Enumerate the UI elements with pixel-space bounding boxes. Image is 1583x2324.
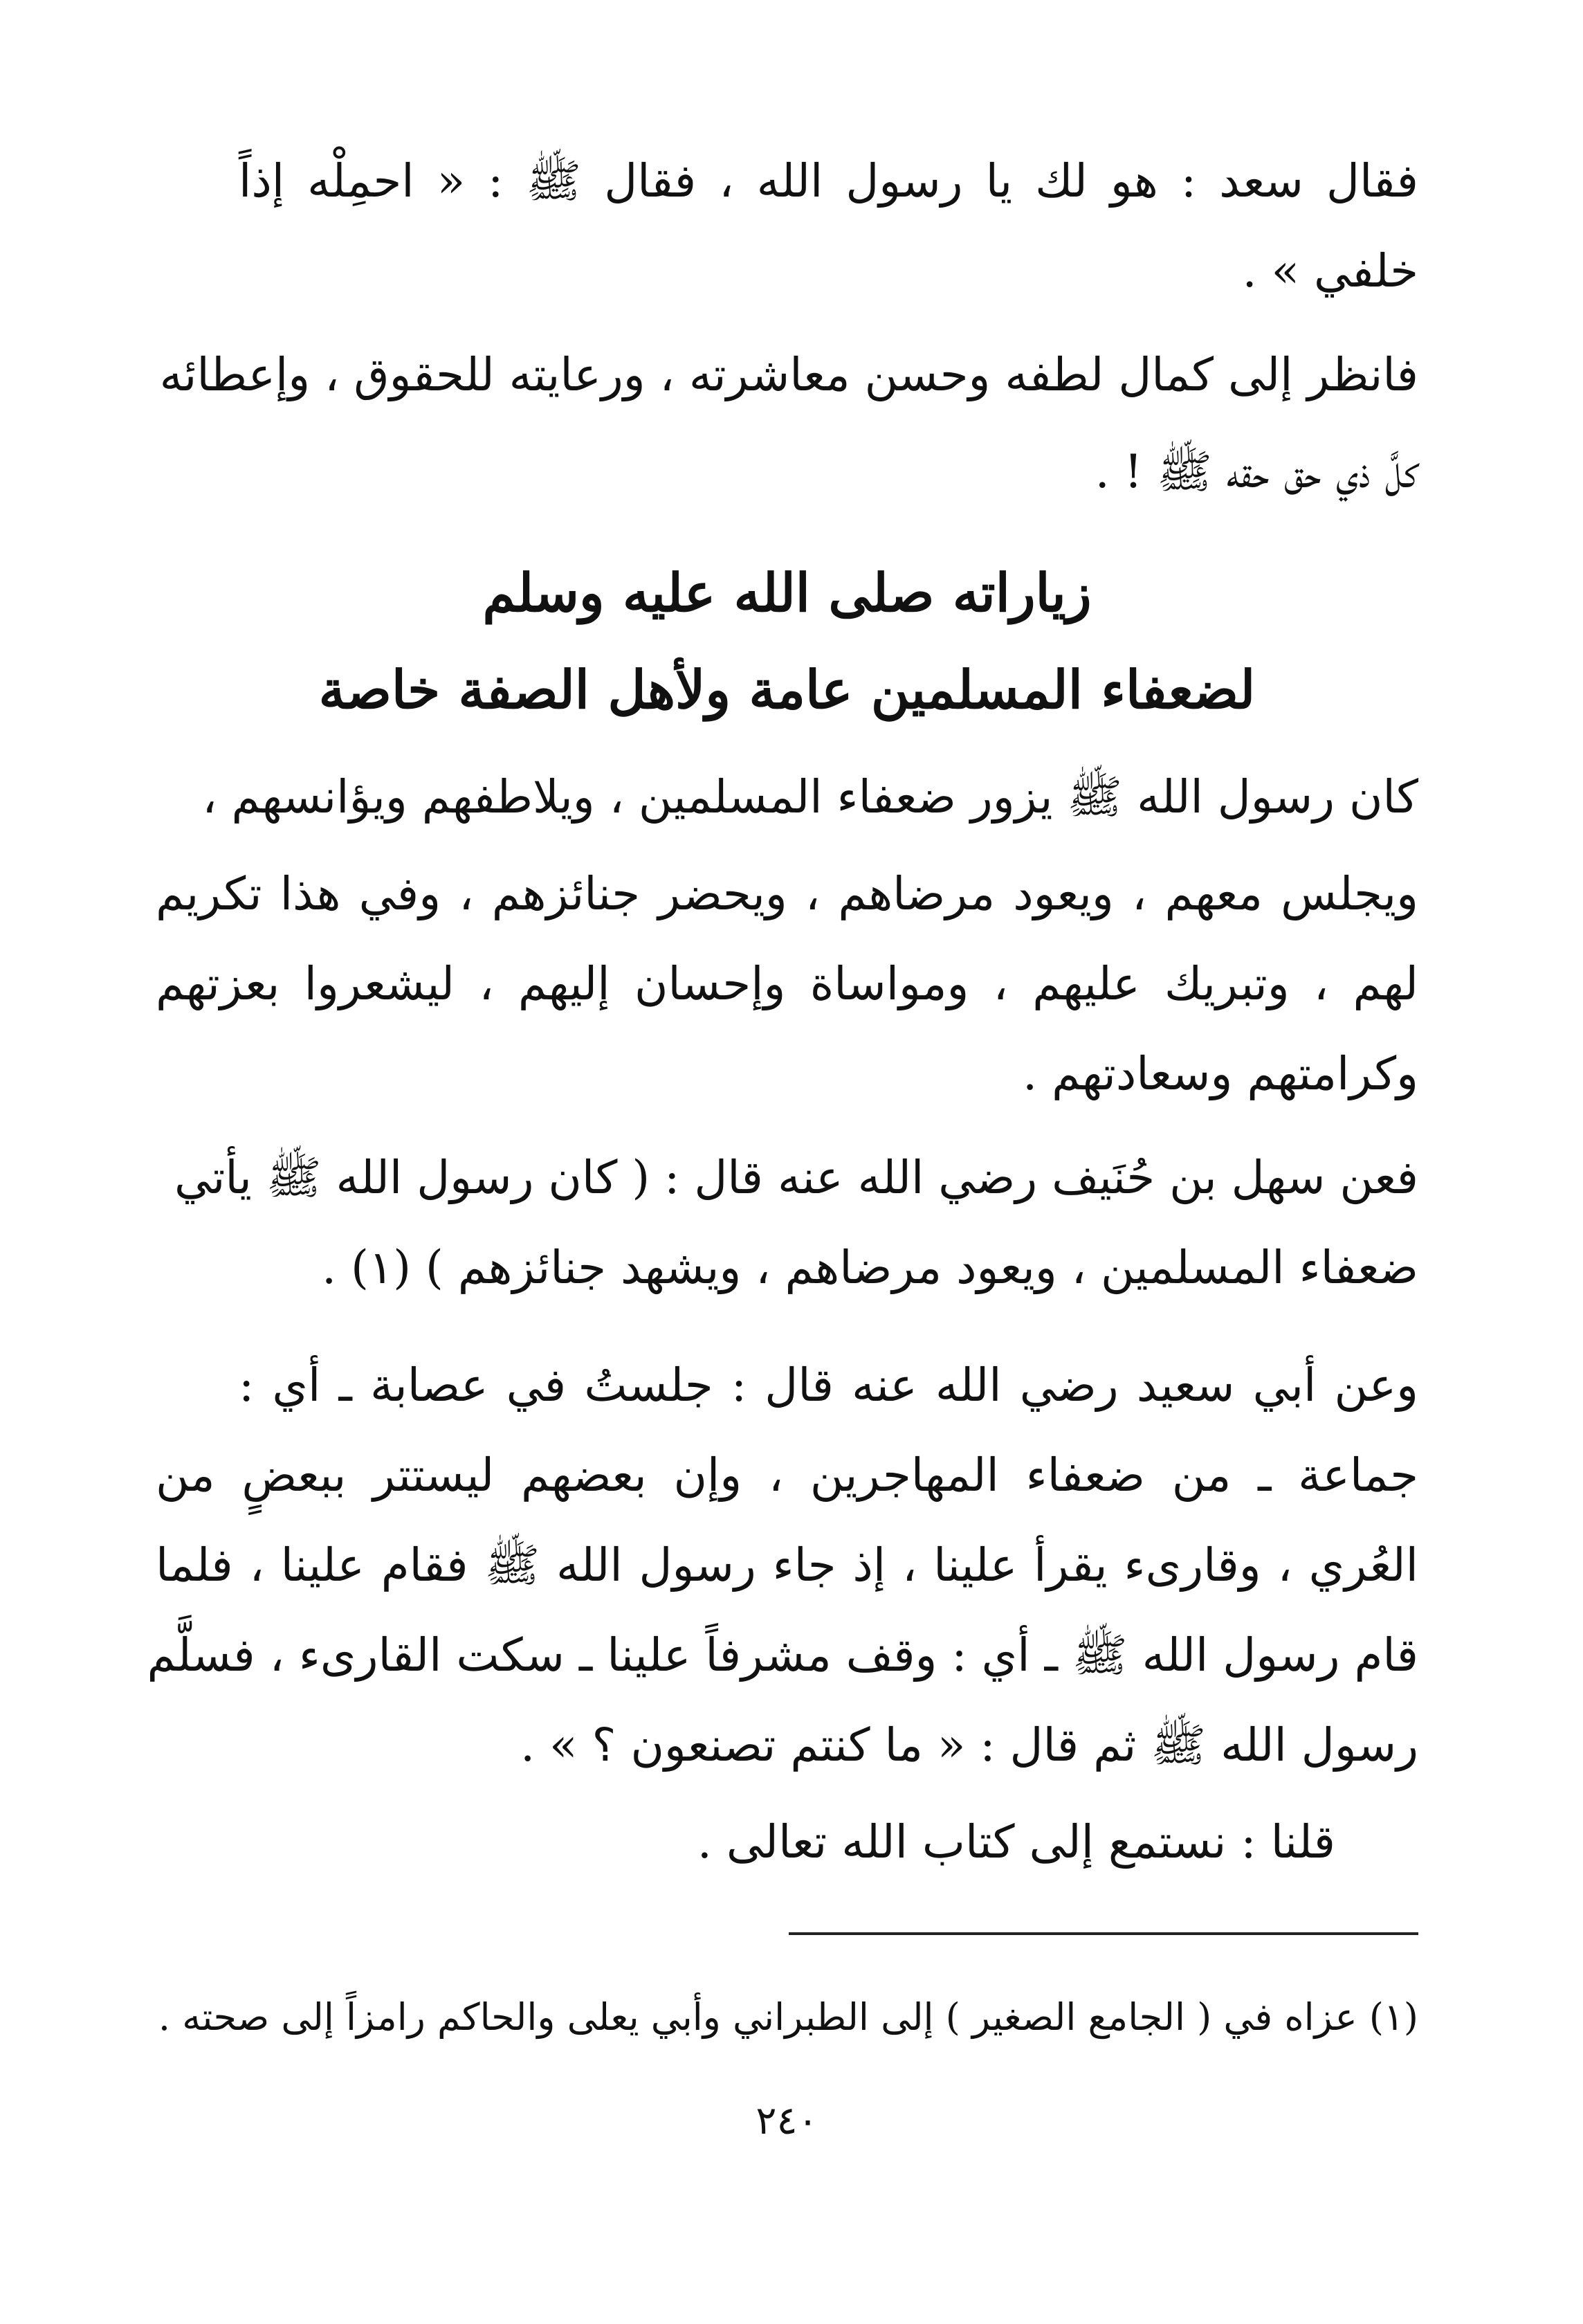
page-number: ٢٤٠ (756, 2098, 818, 2143)
footnote-separator (789, 1932, 1418, 1935)
text-line-9: فعن سهل بن حُنَيف رضي الله عنه قال : ( كان رسول الله ﷺ يأتي (174, 1151, 1418, 1204)
text-line-3: فانظر إلى كمال لطفه وحسن معاشرته ، ورعايته للحقوق ، وإعطائه (159, 348, 1418, 401)
text-line-11: وعن أبي سعيد رضي الله عنه قال : جلستُ في عصابة ـ أي : (239, 1359, 1418, 1412)
text-line-1: فقال سعد : هو لك يا رسول الله ، فقال ﷺ : « احمِلْه إذاً (239, 154, 1418, 208)
text-line-2: خلفي » . (1242, 244, 1418, 298)
text-line-5: كان رسول الله ﷺ يزور ضعفاء المسلمين ، ويلاطفهم ويؤانسهم ، (202, 770, 1418, 824)
footnote: (١) عزاه في ( الجامع الصغير ) إلى الطبراني وأبي يعلى والحاكم رامزاً إلى صحته . (158, 1995, 1418, 2039)
text-line-8: وكرامتهم وسعادتهم . (1023, 1047, 1418, 1100)
book-page (147, 0, 1418, 2324)
text-line-13: العُري ، وقارىء يقرأ علينا ، إذ جاء رسول الله ﷺ فقام علينا ، فلما (156, 1538, 1418, 1592)
text-line-10: ضعفاء المسلمين ، ويعود مرضاهم ، ويشهد جنائزهم ) (١) . (322, 1241, 1418, 1294)
text-line-16: قلنا : نستمع إلى كتاب الله تعالى . (697, 1815, 1335, 1869)
text-line-6: ويجلس معهم ، ويعود مرضاهم ، ويحضر جنائزهم ، وفي هذا تكريم (156, 867, 1418, 920)
text-line-4: كلَّ ذي حق حقه ﷺ ! . (1095, 445, 1418, 498)
section-heading-line-2: لضعفاء المسلمين عامة ولأهل الصفة خاصة (318, 659, 1256, 720)
text-line-7: لهم ، وتبريك عليهم ، ومواساة وإحسان إليهم ، ليشعروا بعزتهم (156, 957, 1418, 1010)
text-line-14: قام رسول الله ﷺ ـ أي : وقف مشرفاً علينا ـ سكت القارىء ، فسلَّم (147, 1628, 1418, 1682)
text-line-15: رسول الله ﷺ ثم قال : « ما كنتم تصنعون ؟ » . (520, 1718, 1418, 1772)
text-line-12: جماعة ـ من ضعفاء المهاجرين ، وإن بعضهم ليستتر ببعضٍ من (156, 1449, 1418, 1502)
section-heading-line-1: زياراته صلى الله عليه وسلم (482, 562, 1092, 624)
